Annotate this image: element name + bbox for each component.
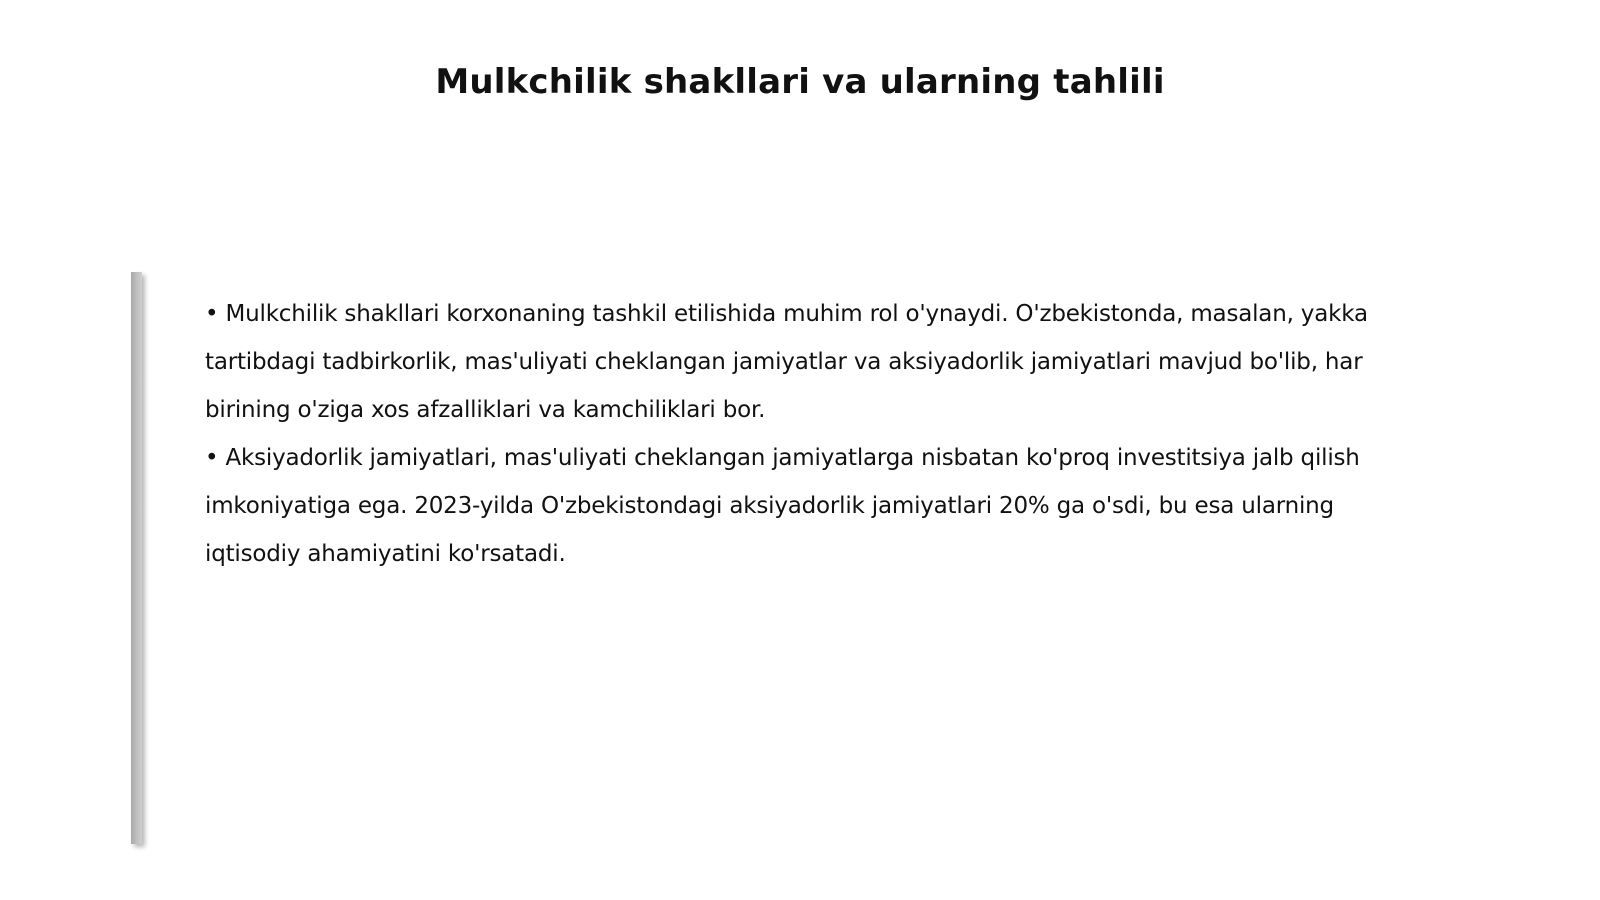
bullet-point: • Mulkchilik shakllari korxonaning tashkil etilishida muhim rol o'ynaydi. O'zbekistonda, masalan, yakka tartibdagi tadbirkorlik, mas'uliyati cheklangan jamiyatlar va aksiyadorlik jamiyatlari mavjud bo'lib, har birining o'ziga xos afzalliklari va kamchiliklari bor. [205, 301, 1368, 423]
slide-title: Mulkchilik shakllari va ularning tahlili [435, 62, 1165, 102]
accent-bar [131, 272, 142, 844]
bullet-point: • Aksiyadorlik jamiyatlari, mas'uliyati cheklangan jamiyatlarga nisbatan ko'proq investitsiya jalb qilish imkoniyatiga ega. 2023-yilda O'zbekistondagi aksiyadorlik jamiyatlari 20% ga o'sdi, bu esa ularning iqtisodiy ahamiyatini ko'rsatadi. [205, 445, 1360, 567]
slide-body [205, 290, 1405, 578]
